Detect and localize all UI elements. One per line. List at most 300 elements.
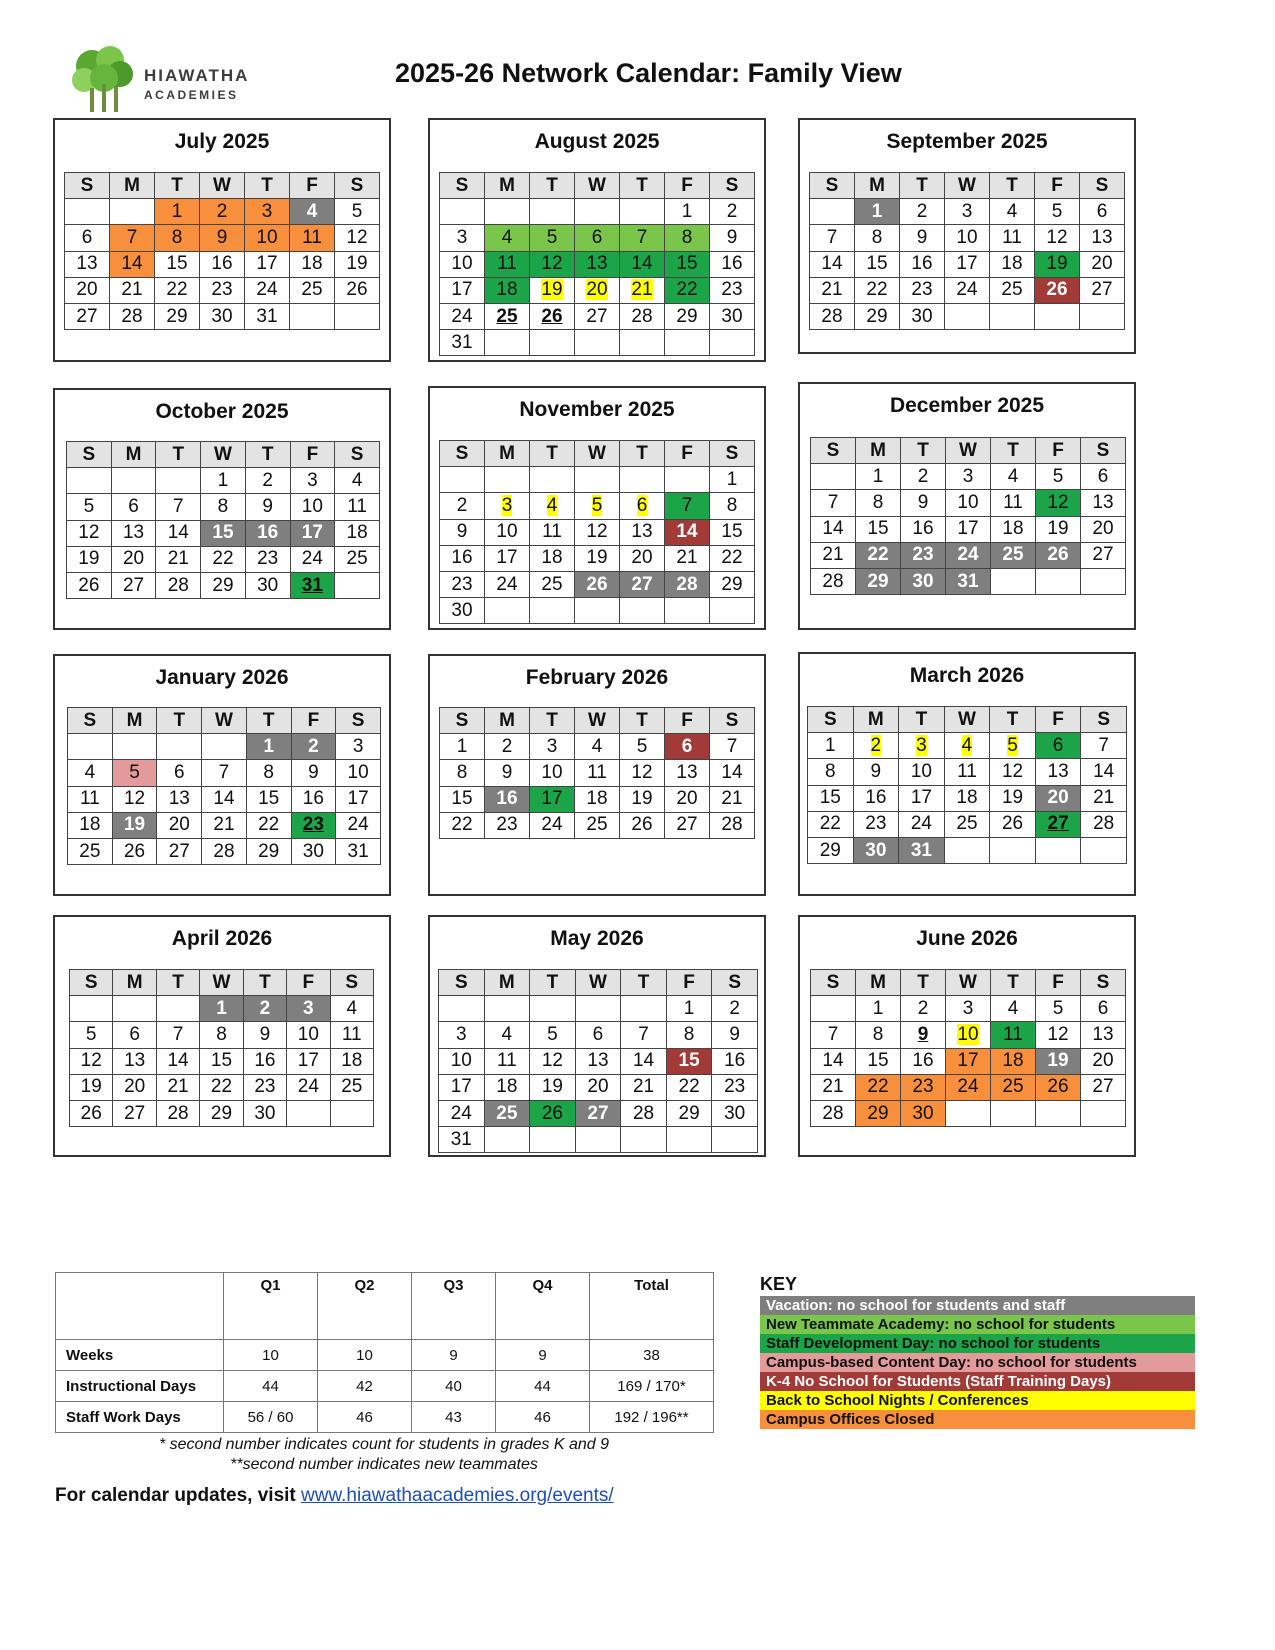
- day-cell: [67, 494, 112, 520]
- day-cell: [485, 571, 530, 597]
- summary-cell: 10: [318, 1340, 412, 1371]
- day-number: 10: [301, 495, 323, 517]
- day-cell: [808, 837, 854, 863]
- day-number: 22: [258, 814, 280, 836]
- day-cell: [70, 1048, 113, 1074]
- day-cell: [200, 277, 245, 303]
- day-cell: [808, 785, 854, 811]
- day-cell: [70, 1100, 113, 1126]
- day-number: 12: [1047, 1023, 1069, 1045]
- empty-day-cell: [1035, 303, 1080, 329]
- month-grid: [809, 172, 1125, 330]
- day-cell: [530, 225, 575, 251]
- day-number: 3: [501, 494, 513, 516]
- day-number: 18: [301, 253, 323, 275]
- empty-day-cell: [945, 303, 990, 329]
- day-cell: [1081, 811, 1127, 837]
- day-cell: [620, 812, 665, 838]
- empty-day-cell: [811, 464, 856, 490]
- day-cell: [530, 1074, 576, 1100]
- day-number: 28: [822, 570, 844, 592]
- day-number: 11: [1003, 491, 1023, 513]
- day-number: 7: [126, 226, 138, 248]
- empty-day-cell: [156, 996, 199, 1022]
- legend-key: [760, 1274, 1195, 1429]
- day-cell: [530, 812, 575, 838]
- empty-day-cell: [335, 303, 380, 329]
- day-cell: [811, 568, 856, 594]
- day-number: 23: [257, 548, 279, 570]
- day-cell: [575, 1048, 621, 1074]
- day-number: 14: [631, 253, 653, 275]
- day-cell: [946, 1022, 991, 1048]
- day-number: 18: [1002, 518, 1024, 540]
- day-cell: [157, 760, 202, 786]
- day-cell: [1081, 759, 1127, 785]
- day-number: 7: [638, 1023, 649, 1045]
- weekday-header: M: [484, 970, 530, 996]
- day-cell: [575, 1100, 621, 1126]
- day-cell: [991, 542, 1036, 568]
- day-number: 7: [726, 735, 738, 757]
- empty-day-cell: [1080, 303, 1125, 329]
- day-cell: [946, 1048, 991, 1074]
- day-number: 12: [1046, 226, 1068, 248]
- day-cell: [1035, 733, 1081, 759]
- day-cell: [156, 520, 201, 546]
- day-number: 9: [262, 495, 273, 517]
- logo-text-line1: HIAWATHA: [144, 66, 250, 85]
- day-cell: [665, 199, 710, 225]
- empty-day-cell: [440, 199, 485, 225]
- day-number: 20: [586, 279, 608, 301]
- month-title: February 2026: [525, 666, 669, 689]
- day-number: 13: [124, 1050, 146, 1072]
- day-number: 22: [721, 547, 743, 569]
- day-number: 20: [1091, 253, 1113, 275]
- day-number: 3: [455, 1023, 467, 1045]
- day-cell: [110, 225, 155, 251]
- day-cell: [202, 838, 247, 864]
- weekday-header: T: [530, 708, 575, 734]
- day-number: 16: [302, 788, 324, 810]
- day-cell: [484, 1048, 530, 1074]
- empty-day-cell: [530, 199, 575, 225]
- day-cell: [1036, 464, 1081, 490]
- day-number: 2: [917, 465, 929, 487]
- day-number: 23: [865, 813, 887, 835]
- day-cell: [291, 760, 336, 786]
- day-cell: [243, 1074, 286, 1100]
- summary-header-row: [56, 1273, 714, 1340]
- empty-day-cell: [1081, 837, 1127, 863]
- day-cell: [710, 493, 755, 519]
- day-number: 4: [351, 469, 363, 491]
- day-cell: [202, 786, 247, 812]
- day-number: 29: [819, 839, 841, 861]
- day-cell: [946, 568, 991, 594]
- day-cell: [620, 760, 665, 786]
- day-cell: [856, 1022, 901, 1048]
- month-grid: [69, 969, 374, 1127]
- day-cell: [440, 598, 485, 624]
- day-cell: [666, 1022, 712, 1048]
- day-number: 8: [263, 761, 274, 783]
- weekday-header: S: [811, 438, 856, 464]
- day-cell: [65, 225, 110, 251]
- day-cell: [440, 225, 485, 251]
- day-number: 27: [1047, 813, 1069, 835]
- day-number: 18: [1001, 253, 1023, 275]
- day-number: 4: [501, 226, 513, 248]
- day-number: 17: [256, 253, 278, 275]
- day-cell: [291, 812, 336, 838]
- day-number: 2: [308, 735, 319, 757]
- empty-day-cell: [620, 598, 665, 624]
- day-number: 25: [79, 840, 101, 862]
- day-cell: [336, 734, 381, 760]
- day-number: 23: [721, 279, 743, 301]
- day-cell: [440, 330, 485, 356]
- day-cell: [620, 571, 665, 597]
- day-number: 25: [301, 279, 323, 301]
- day-cell: [856, 996, 901, 1022]
- day-cell: [991, 1074, 1036, 1100]
- day-number: 21: [631, 279, 653, 301]
- day-cell: [575, 734, 620, 760]
- day-cell: [530, 303, 575, 329]
- empty-day-cell: [575, 199, 620, 225]
- day-number: 26: [1047, 1076, 1069, 1098]
- day-number: 17: [957, 1050, 979, 1072]
- weekday-header: F: [665, 173, 710, 199]
- row-label: Staff Work Days: [56, 1402, 224, 1433]
- day-cell: [1081, 1048, 1126, 1074]
- day-number: 17: [956, 253, 978, 275]
- empty-day-cell: [666, 1127, 712, 1153]
- month-grid: [439, 707, 755, 839]
- day-cell: [710, 303, 755, 329]
- day-number: 20: [631, 547, 653, 569]
- day-cell: [901, 568, 946, 594]
- day-cell: [290, 277, 335, 303]
- summary-cell: 44: [496, 1371, 590, 1402]
- day-cell: [246, 812, 291, 838]
- empty-day-cell: [991, 568, 1036, 594]
- day-number: 11: [496, 1050, 517, 1072]
- day-number: 6: [1097, 465, 1109, 487]
- weekday-header: W: [575, 708, 620, 734]
- day-cell: [991, 490, 1036, 516]
- day-number: 25: [346, 548, 368, 570]
- day-number: 16: [912, 1050, 934, 1072]
- day-cell: [620, 734, 665, 760]
- day-number: 1: [171, 200, 183, 222]
- day-cell: [710, 467, 755, 493]
- day-cell: [156, 572, 201, 598]
- summary-cell: 40: [412, 1371, 496, 1402]
- day-cell: [946, 464, 991, 490]
- day-cell: [810, 303, 855, 329]
- day-number: 2: [916, 200, 928, 222]
- day-number: 14: [167, 522, 189, 544]
- day-cell: [1035, 785, 1081, 811]
- day-cell: [110, 277, 155, 303]
- day-cell: [710, 786, 755, 812]
- day-cell: [575, 277, 620, 303]
- day-cell: [440, 812, 485, 838]
- day-number: 2: [216, 200, 228, 222]
- day-cell: [530, 519, 575, 545]
- summary-cell: 42: [318, 1371, 412, 1402]
- day-number: 20: [1092, 1050, 1114, 1072]
- day-cell: [440, 519, 485, 545]
- month-calendar: [428, 118, 766, 362]
- day-cell: [665, 277, 710, 303]
- day-cell: [666, 1074, 712, 1100]
- weekday-header: S: [811, 970, 856, 996]
- day-cell: [111, 546, 156, 572]
- summary-table: [55, 1272, 714, 1433]
- weekday-header: T: [621, 970, 667, 996]
- day-cell: [946, 542, 991, 568]
- day-cell: [485, 251, 530, 277]
- day-number: 21: [821, 279, 843, 301]
- day-number: 17: [541, 788, 563, 810]
- day-number: 3: [303, 997, 314, 1019]
- day-number: 6: [173, 761, 185, 783]
- day-cell: [245, 572, 290, 598]
- day-number: 26: [631, 814, 653, 836]
- month-grid: [810, 437, 1126, 595]
- day-number: 19: [1047, 518, 1069, 540]
- day-number: 30: [911, 305, 933, 327]
- weekday-header: W: [944, 707, 990, 733]
- day-cell: [899, 785, 945, 811]
- day-cell: [946, 1074, 991, 1100]
- day-number: 4: [591, 735, 603, 757]
- page-title: 2025-26 Network Calendar: Family View: [395, 58, 902, 88]
- day-cell: [1081, 464, 1126, 490]
- summary-header-cell: Total: [590, 1273, 714, 1340]
- day-number: 19: [1046, 253, 1068, 275]
- day-cell: [1036, 1074, 1081, 1100]
- day-cell: [245, 546, 290, 572]
- day-cell: [110, 251, 155, 277]
- day-cell: [157, 786, 202, 812]
- day-cell: [990, 733, 1036, 759]
- day-number: 18: [956, 787, 978, 809]
- day-cell: [440, 734, 485, 760]
- empty-day-cell: [665, 467, 710, 493]
- day-number: 1: [726, 468, 738, 490]
- day-cell: [485, 812, 530, 838]
- day-number: 25: [1002, 544, 1024, 566]
- day-number: 8: [726, 494, 738, 516]
- day-cell: [290, 520, 335, 546]
- day-number: 8: [171, 226, 183, 248]
- day-cell: [575, 1022, 621, 1048]
- day-cell: [710, 545, 755, 571]
- day-number: 3: [962, 465, 974, 487]
- day-number: 15: [676, 253, 698, 275]
- day-number: 22: [819, 813, 841, 835]
- day-number: 9: [501, 761, 513, 783]
- day-number: 4: [346, 997, 358, 1019]
- summary-cell: 9: [496, 1340, 590, 1371]
- weekday-header: W: [200, 970, 243, 996]
- day-number: 28: [167, 1102, 189, 1124]
- day-cell: [290, 468, 335, 494]
- day-number: 11: [302, 226, 322, 248]
- day-cell: [113, 1022, 156, 1048]
- month-title: July 2025: [174, 130, 270, 153]
- summary-cell: 10: [224, 1340, 318, 1371]
- day-cell: [156, 546, 201, 572]
- day-cell: [485, 519, 530, 545]
- day-cell: [335, 225, 380, 251]
- day-cell: [945, 277, 990, 303]
- empty-day-cell: [484, 1127, 530, 1153]
- day-cell: [1036, 1022, 1081, 1048]
- events-link[interactable]: www.hiawathaacademies.org/events/: [301, 1485, 614, 1506]
- day-cell: [530, 277, 575, 303]
- day-cell: [112, 760, 157, 786]
- day-number: 10: [541, 761, 563, 783]
- day-cell: [243, 1048, 286, 1074]
- day-cell: [112, 786, 157, 812]
- day-number: 1: [217, 469, 229, 491]
- weekday-header: T: [530, 173, 575, 199]
- summary-cell: 169 / 170*: [590, 1371, 714, 1402]
- day-number: 21: [213, 814, 235, 836]
- day-number: 23: [911, 279, 933, 301]
- day-cell: [620, 303, 665, 329]
- day-cell: [440, 277, 485, 303]
- day-number: 29: [212, 574, 234, 596]
- day-number: 20: [122, 548, 145, 570]
- month-title: April 2026: [171, 927, 273, 950]
- day-cell: [156, 1074, 199, 1100]
- day-cell: [944, 733, 990, 759]
- day-cell: [485, 493, 530, 519]
- day-number: 4: [1007, 465, 1019, 487]
- empty-day-cell: [946, 1100, 991, 1126]
- day-number: 28: [821, 305, 843, 327]
- day-number: 30: [257, 574, 279, 596]
- day-number: 17: [451, 279, 473, 301]
- day-number: 5: [129, 761, 140, 783]
- day-number: 7: [681, 494, 693, 516]
- row-label: Weeks: [56, 1340, 224, 1371]
- month-title: March 2026: [909, 664, 1025, 687]
- day-cell: [810, 251, 855, 277]
- day-number: 20: [676, 788, 698, 810]
- day-number: 10: [496, 521, 518, 543]
- day-number: 10: [450, 1050, 472, 1072]
- weekday-header: S: [68, 708, 113, 734]
- empty-day-cell: [710, 330, 755, 356]
- empty-day-cell: [811, 996, 856, 1022]
- weekday-header: T: [243, 970, 286, 996]
- day-cell: [330, 1048, 373, 1074]
- day-cell: [440, 251, 485, 277]
- day-cell: [901, 1022, 946, 1048]
- key-item: New Teammate Academy: no school for students: [760, 1315, 1195, 1334]
- weekday-header: T: [620, 173, 665, 199]
- day-cell: [68, 838, 113, 864]
- day-number: 16: [912, 518, 934, 540]
- day-number: 13: [1047, 760, 1069, 782]
- day-cell: [155, 303, 200, 329]
- day-cell: [990, 277, 1035, 303]
- day-number: 28: [676, 573, 698, 595]
- day-cell: [1081, 733, 1127, 759]
- day-cell: [710, 277, 755, 303]
- day-number: 28: [631, 305, 653, 327]
- day-cell: [157, 812, 202, 838]
- day-number: 16: [451, 547, 473, 569]
- weekday-header: S: [1081, 438, 1126, 464]
- month-grid: [439, 440, 755, 624]
- day-cell: [290, 494, 335, 520]
- month-calendar: [428, 654, 766, 896]
- day-cell: [70, 1074, 113, 1100]
- day-number: 11: [1003, 1023, 1023, 1045]
- weekday-header: F: [290, 442, 335, 468]
- day-number: 15: [867, 1050, 889, 1072]
- day-number: 15: [258, 788, 280, 810]
- day-number: 15: [866, 253, 888, 275]
- empty-day-cell: [1081, 568, 1126, 594]
- day-number: 11: [542, 521, 562, 543]
- day-number: 29: [867, 570, 889, 592]
- day-number: 27: [122, 574, 145, 596]
- day-number: 12: [586, 521, 608, 543]
- day-number: 24: [957, 1076, 979, 1098]
- empty-day-cell: [620, 467, 665, 493]
- day-cell: [290, 546, 335, 572]
- day-number: 9: [259, 1023, 271, 1045]
- weekday-header: S: [439, 970, 485, 996]
- day-cell: [530, 1048, 576, 1074]
- day-number: 12: [631, 761, 653, 783]
- empty-day-cell: [65, 199, 110, 225]
- day-cell: [575, 812, 620, 838]
- day-cell: [440, 760, 485, 786]
- day-cell: [201, 520, 246, 546]
- day-number: 9: [917, 1023, 929, 1045]
- day-number: 10: [957, 1023, 979, 1045]
- day-cell: [156, 1100, 199, 1126]
- key-item: Campus-based Content Day: no school for students: [760, 1353, 1195, 1372]
- weekday-header: W: [575, 173, 620, 199]
- empty-day-cell: [68, 734, 113, 760]
- day-cell: [291, 786, 336, 812]
- day-cell: [666, 1100, 712, 1126]
- day-number: 15: [451, 788, 473, 810]
- day-cell: [990, 811, 1036, 837]
- day-cell: [712, 1048, 758, 1074]
- day-number: 27: [586, 305, 608, 327]
- empty-day-cell: [113, 996, 156, 1022]
- day-number: 30: [865, 839, 887, 861]
- day-number: 22: [866, 279, 888, 301]
- day-number: 28: [822, 1102, 844, 1124]
- day-cell: [200, 1048, 243, 1074]
- updates-note: [55, 1485, 614, 1507]
- day-cell: [156, 1048, 199, 1074]
